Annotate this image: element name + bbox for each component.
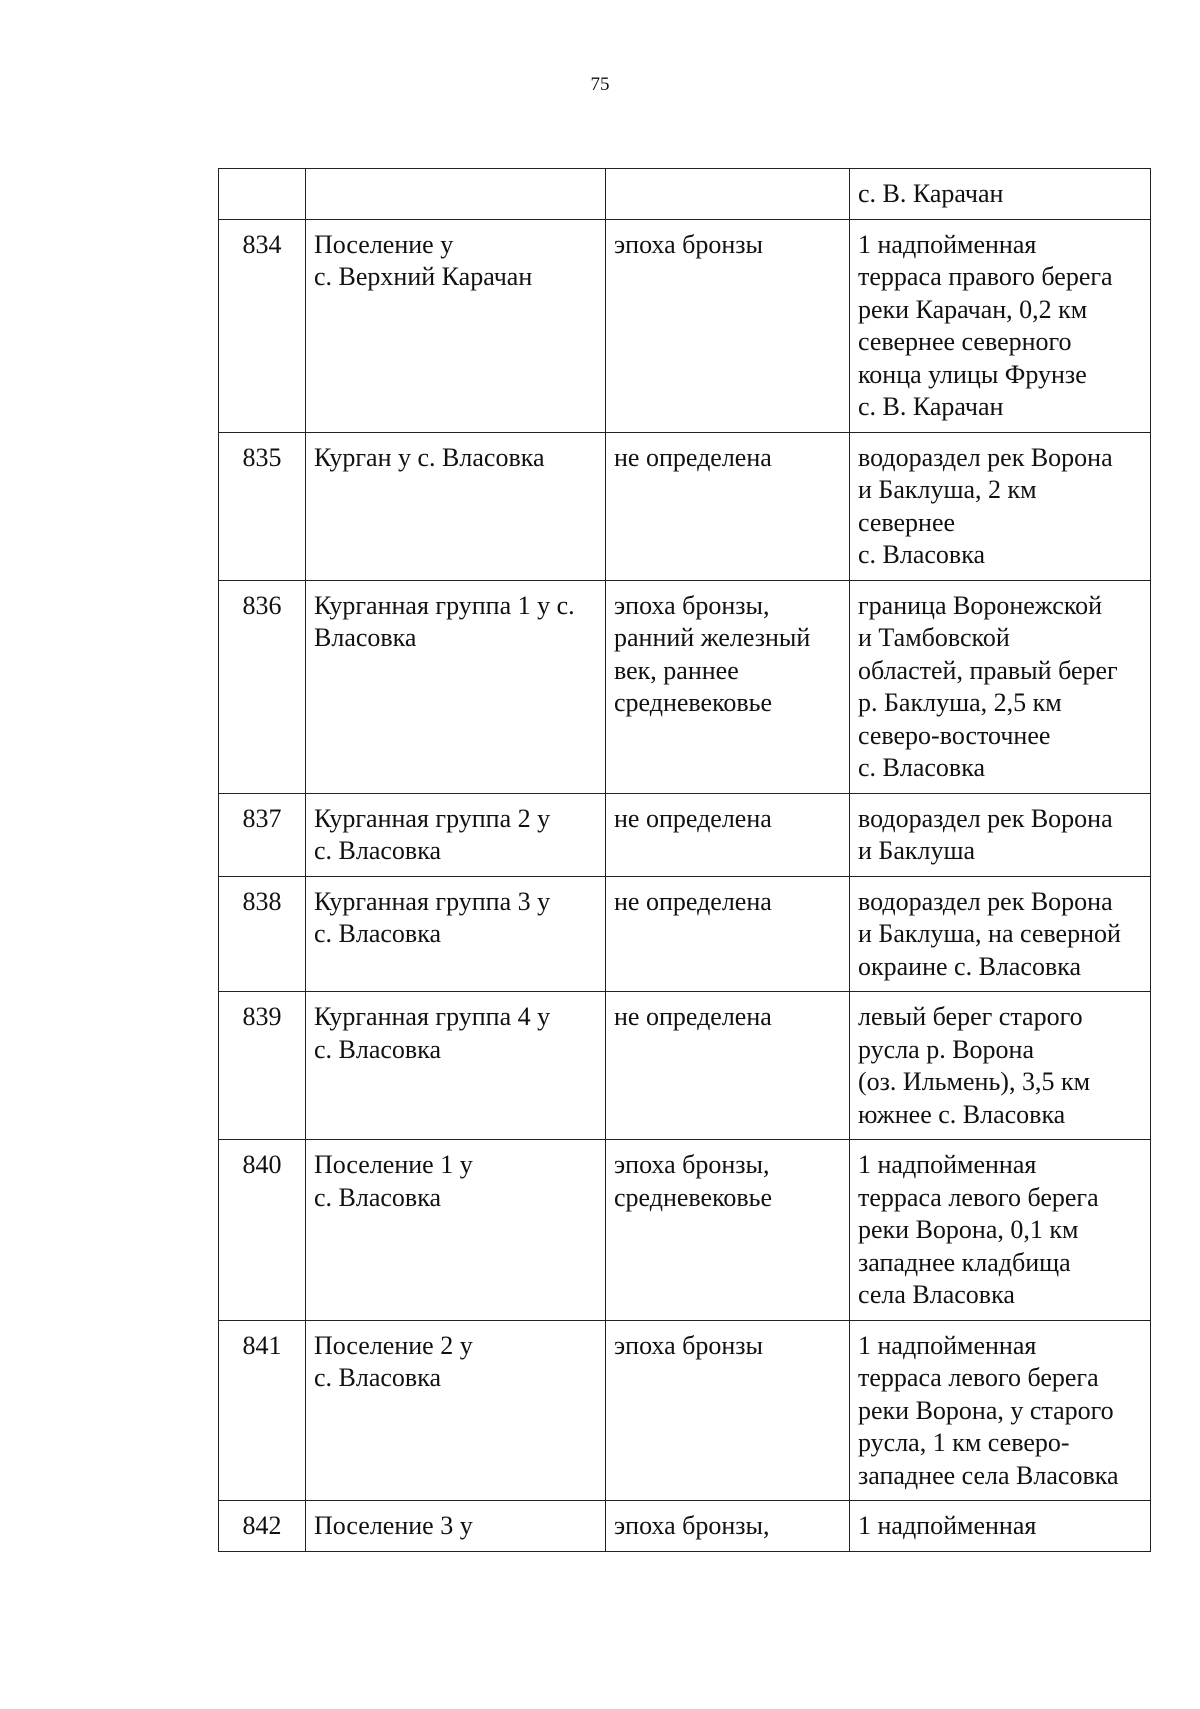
epoch-cell: эпоха бронзы, средневековье: [606, 1140, 850, 1321]
location-cell: 1 надпойменная терраса правого берега реки Карачан, 0,2 км севернее северного конца улицы Фрунзе с. В. Карачан: [850, 219, 1151, 432]
table-row: [219, 1501, 1151, 1552]
row-number-cell: 839: [219, 992, 306, 1140]
page-number: 75: [590, 74, 610, 95]
location-cell: водораздел рек Ворона и Баклуша, 2 км севернее с. Власовка: [850, 432, 1151, 580]
row-number-cell: 836: [219, 580, 306, 793]
row-number-cell: 838: [219, 876, 306, 992]
row-number-cell: 841: [219, 1320, 306, 1501]
location-cell: 1 надпойменная: [850, 1501, 1151, 1552]
location-cell: водораздел рек Ворона и Баклуша, на северной окраине с. Власовка: [850, 876, 1151, 992]
row-number-cell: 842: [219, 1501, 306, 1552]
table-row: [219, 992, 1151, 1140]
site-name-cell: Курганная группа 3 у с. Власовка: [306, 876, 606, 992]
epoch-cell: не определена: [606, 992, 850, 1140]
location-cell: 1 надпойменная терраса левого берега реки Ворона, у старого русла, 1 км северо- западнее села Власовка: [850, 1320, 1151, 1501]
row-number-cell: 834: [219, 219, 306, 432]
location-cell: левый берег старого русла р. Ворона (оз. Ильмень), 3,5 км южнее с. Власовка: [850, 992, 1151, 1140]
site-name-cell: Поселение 2 у с. Власовка: [306, 1320, 606, 1501]
table-row: [219, 876, 1151, 992]
table-row: [219, 432, 1151, 580]
table-row: [219, 793, 1151, 876]
site-name-cell: Поселение у с. Верхний Карачан: [306, 219, 606, 432]
epoch-cell: не определена: [606, 876, 850, 992]
table-row: [219, 580, 1151, 793]
site-name-cell: Курганная группа 4 у с. Власовка: [306, 992, 606, 1140]
table-row: [219, 169, 1151, 220]
site-name-cell: Курганная группа 2 у с. Власовка: [306, 793, 606, 876]
location-cell: граница Воронежской и Тамбовской областей, правый берег р. Баклуша, 2,5 км северо-восточнее с. Власовка: [850, 580, 1151, 793]
location-cell: 1 надпойменная терраса левого берега реки Ворона, 0,1 км западнее кладбища села Власовка: [850, 1140, 1151, 1321]
row-number-cell: 835: [219, 432, 306, 580]
table-row: [219, 1320, 1151, 1501]
site-name-cell: Курганная группа 1 у с. Власовка: [306, 580, 606, 793]
site-name-cell: Поселение 3 у: [306, 1501, 606, 1552]
site-name-cell: Курган у с. Власовка: [306, 432, 606, 580]
epoch-cell: не определена: [606, 793, 850, 876]
location-cell: с. В. Карачан: [850, 169, 1151, 220]
epoch-cell: не определена: [606, 432, 850, 580]
location-cell: водораздел рек Ворона и Баклуша: [850, 793, 1151, 876]
row-number-cell: 837: [219, 793, 306, 876]
row-number-cell: [219, 169, 306, 220]
epoch-cell: [606, 169, 850, 220]
site-name-cell: [306, 169, 606, 220]
table-row: [219, 219, 1151, 432]
epoch-cell: эпоха бронзы: [606, 1320, 850, 1501]
epoch-cell: эпоха бронзы,: [606, 1501, 850, 1552]
row-number-cell: 840: [219, 1140, 306, 1321]
epoch-cell: эпоха бронзы, ранний железный век, раннее средневековье: [606, 580, 850, 793]
table-row: [219, 1140, 1151, 1321]
heritage-sites-table: [218, 168, 1151, 1552]
epoch-cell: эпоха бронзы: [606, 219, 850, 432]
site-name-cell: Поселение 1 у с. Власовка: [306, 1140, 606, 1321]
